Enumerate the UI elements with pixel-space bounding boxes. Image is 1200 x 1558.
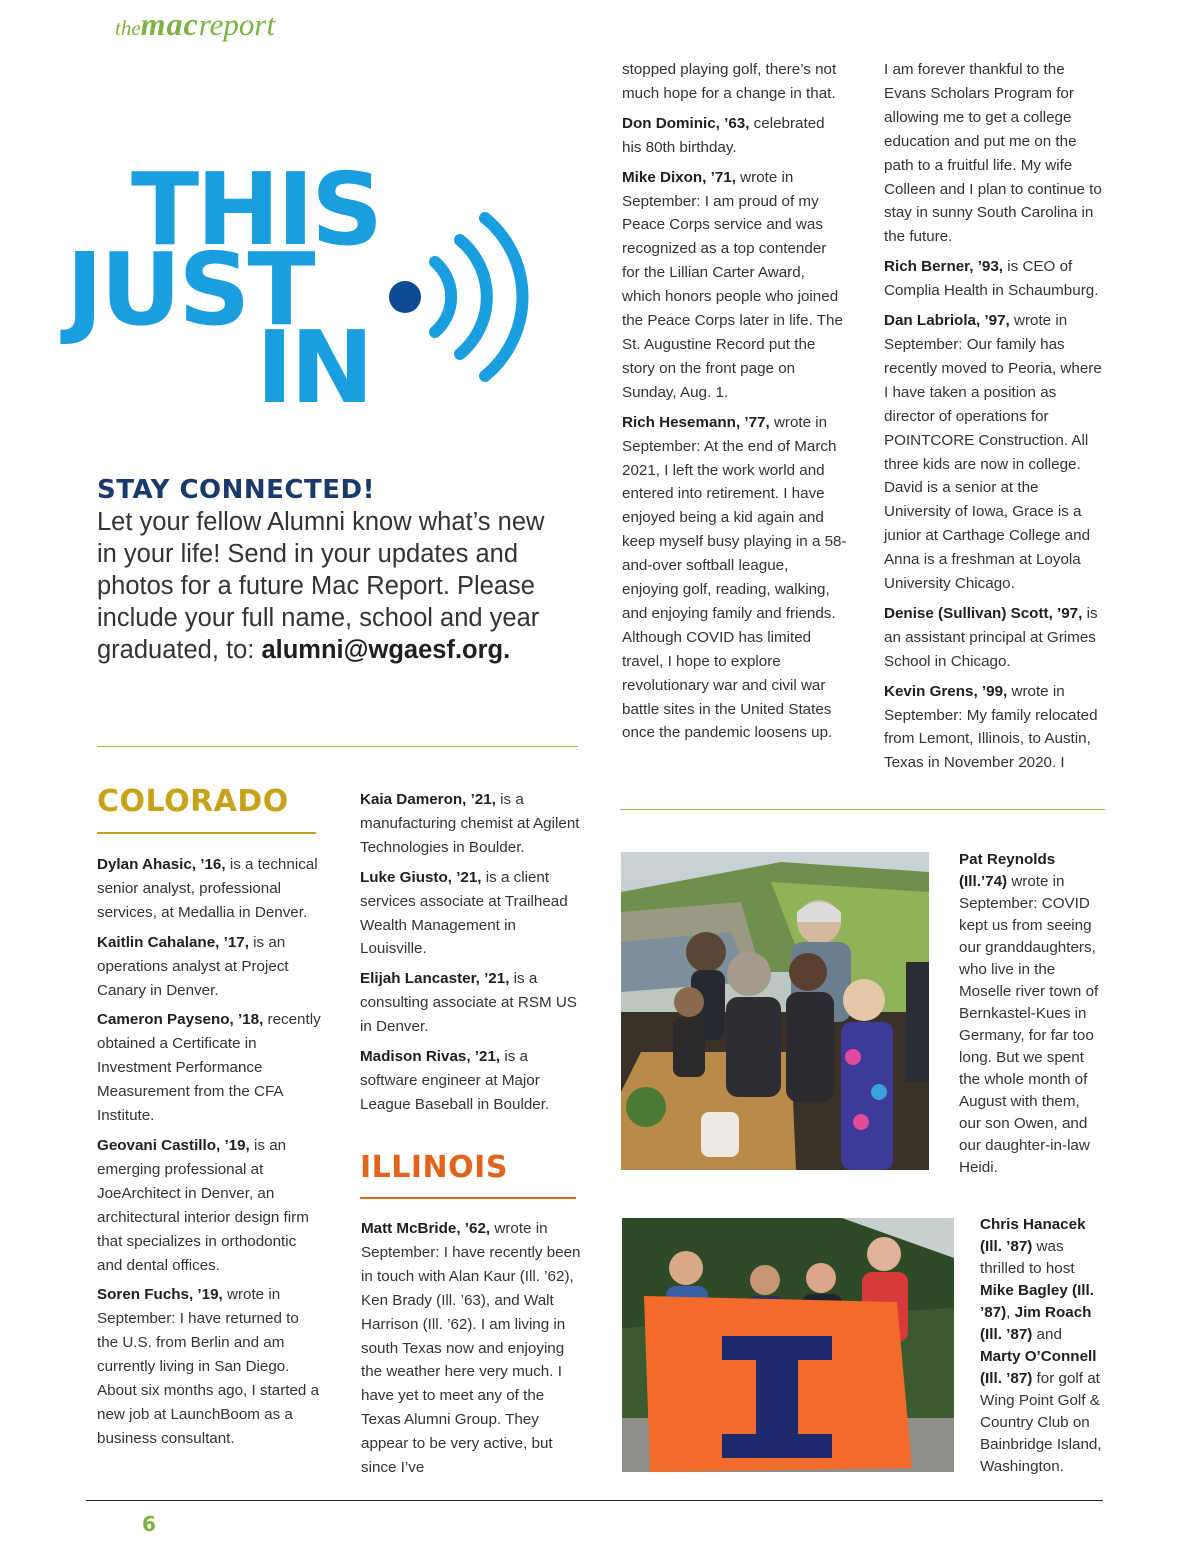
- alumni-entry: [360, 866, 582, 962]
- page-number: 6: [142, 1512, 156, 1536]
- colorado-column-b: [360, 788, 582, 1123]
- section-rule-illinois: [360, 1197, 576, 1199]
- alumni-entry: [884, 680, 1109, 776]
- alumni-update-text: is a technical senior analyst, professional services, at Medallia in Denver.: [97, 856, 318, 921]
- alumni-email-link[interactable]: alumni@wgaesf.org.: [261, 636, 511, 664]
- alumni-update-text: I am forever thankful to the Evans Scholars Program for allowing me to get a college education and put me on the path to a fruitful life. My wife Colleen and I plan to continue to stay in sunny South Carolina in the future.: [884, 61, 1102, 246]
- alumni-update-text: is an assistant principal at Grimes School in Chicago.: [884, 604, 1098, 670]
- alumni-entry: [622, 58, 847, 106]
- family-photo-caption: [959, 849, 1099, 1179]
- alumni-update-text: celebrated his 80th birthday.: [622, 114, 825, 156]
- alumni-name: Mike Dixon, ’71,: [622, 168, 736, 186]
- caption-name: Pat Reynolds (Ill.’74): [959, 851, 1056, 890]
- alumni-entry: [97, 1283, 322, 1450]
- alumni-entry: [97, 1134, 322, 1277]
- alumni-entry: [622, 166, 847, 405]
- alumni-entry: [360, 1045, 582, 1117]
- alumni-update-text: wrote in September: I have recently been in touch with Alan Kaur (Ill. ’62), Ken Brady (Ill. ’63), and Walt Harrison (Ill. ’62). I am living in south Texas now and enjoying the weather here very much. I have yet to meet any of the Texas Alumni Group. They appear to be very active, but since I’ve: [361, 1220, 581, 1477]
- alumni-entry: [360, 788, 582, 860]
- alumni-update-text: is a consulting associate at RSM US in Denver.: [360, 970, 577, 1036]
- caption-text: ,: [1006, 1304, 1015, 1321]
- alumni-update-text: wrote in September: I am proud of my Peace Corps service and was recognized as a top contender for the Lillian Carter Award, which honors people who joined the Peace Corps later in life. The St. Augustine Record put the story on the front page on Sunday, Aug. 1.: [622, 168, 843, 401]
- alumni-entry: [97, 853, 322, 925]
- alumni-entry: [361, 1217, 583, 1480]
- footer-rule: [86, 1500, 1103, 1501]
- stay-connected-body: [97, 506, 567, 666]
- alumni-name: Kaia Dameron, ’21,: [360, 791, 496, 808]
- alumni-name: Rich Hesemann, ’77,: [622, 413, 770, 431]
- alumni-update-text: is CEO of Complia Health in Schaumburg.: [884, 258, 1099, 300]
- golf-photo-caption: [980, 1214, 1105, 1478]
- divider: [97, 746, 578, 747]
- alumni-name: Geovani Castillo, ’19,: [97, 1136, 250, 1154]
- alumni-update-text: wrote in September: I have returned to the U.S. from Berlin and am currently living in San Diego. About six months ago, I started a new job at LaunchBoom as a business consultant.: [97, 1286, 320, 1447]
- alumni-name: Denise (Sullivan) Scott, ’97,: [884, 604, 1083, 622]
- alumni-update-text: recently obtained a Certificate in Investment Performance Measurement from the CFA Institute.: [97, 1011, 321, 1125]
- illinois-column: [361, 1217, 583, 1486]
- news-column-2: [884, 58, 1109, 781]
- family-photo: [621, 852, 929, 1170]
- alumni-name: Dan Labriola, ’97,: [884, 312, 1010, 330]
- alumni-name: Soren Fuchs, ’19,: [97, 1286, 223, 1304]
- news-column-1: [622, 58, 847, 751]
- alumni-update-text: wrote in September: Our family has recently moved to Peoria, where I have taken a position as director of operations for POINTCORE Construction. All three kids are now in college. David is a senior at the University of Iowa, Grace is a junior at Carthage College and Anna is a freshman at Loyola University Chicago.: [884, 312, 1102, 593]
- caption-name: Jim Roach (Ill. ’87): [980, 1304, 1092, 1343]
- caption-text: was thrilled to host: [980, 1238, 1075, 1277]
- caption-text: and: [1032, 1326, 1062, 1343]
- masthead-mac: mac: [140, 6, 199, 42]
- alumni-update-text: stopped playing golf, there’s not much hope for a change in that.: [622, 61, 837, 102]
- masthead-report: report: [198, 7, 276, 42]
- alumni-entry: [97, 1008, 322, 1128]
- alumni-update-text: is a software engineer at Major League Baseball in Boulder.: [360, 1048, 550, 1113]
- caption-name: Marty O’Connell (Ill. ’87): [980, 1348, 1097, 1387]
- feature-title-line1: THIS: [131, 151, 381, 268]
- stay-connected-text: Let your fellow Alumni know what’s new in your life! Send in your updates and photos for a future Mac Report. Please include your full name, school and year graduated, to:: [97, 508, 545, 664]
- caption-text: for golf at Wing Point Golf & Country Club on Bainbridge Island, Washington.: [980, 1370, 1102, 1475]
- alumni-name: Don Dominic, ’63,: [622, 114, 750, 132]
- feature-title-line2: JUST: [66, 231, 313, 348]
- alumni-update-text: is a manufacturing chemist at Agilent Technologies in Boulder.: [360, 791, 580, 856]
- masthead-logo: [115, 6, 275, 43]
- section-rule-colorado: [97, 832, 316, 834]
- colorado-column-a: [97, 853, 322, 1457]
- alumni-name: Madison Rivas, ’21,: [360, 1048, 501, 1066]
- alumni-entry: [884, 309, 1109, 596]
- alumni-update-text: is an emerging professional at JoeArchitect in Denver, an architectural interior design firm that specializes in orthodontic and dental offices.: [97, 1136, 309, 1274]
- caption-name: Chris Hanacek (Ill. ’87): [980, 1216, 1086, 1255]
- caption-name: Mike Bagley (Ill. ’87): [980, 1282, 1094, 1321]
- alumni-name: Dylan Ahasic, ’16,: [97, 856, 226, 873]
- golf-group-photo: [622, 1218, 954, 1472]
- masthead-the: the: [115, 16, 141, 40]
- alumni-entry: [884, 255, 1109, 303]
- alumni-update-text: wrote in September: My family relocated from Lemont, Illinois, to Austin, Texas in November 2020. I: [884, 682, 1098, 772]
- broadcast-signal-icon: [380, 200, 530, 400]
- alumni-name: Kaitlin Cahalane, ’17,: [97, 933, 249, 951]
- alumni-entry: [97, 931, 322, 1003]
- alumni-entry: [622, 112, 847, 160]
- alumni-entry: [622, 411, 847, 746]
- alumni-update-text: wrote in September: At the end of March 2021, I left the work world and entered into retirement. I have enjoyed being a kid again and keep myself busy playing in a 58-and-over softball league, enjoying golf, reading, walking, and enjoying family and friends. Although COVID has limited travel, I hope to explore revolutionary war and civil war battle sites in the United States once the pandemic loosens up.: [622, 413, 847, 742]
- divider: [620, 809, 1105, 810]
- stay-connected-title: STAY CONNECTED!: [97, 475, 375, 505]
- section-heading-illinois: ILLINOIS: [360, 1150, 508, 1185]
- alumni-update-text: is a client services associate at Trailhead Wealth Management in Louisville.: [360, 868, 568, 958]
- caption-text: wrote in September: COVID kept us from seeing our granddaughters, who live in the Moselle river town of Bernkastel-Kues in Germany, for far too long. But we spent the whole month of August with them, our son Owen, and our daughter-in-law Heidi.: [959, 873, 1099, 1176]
- alumni-name: Luke Giusto, ’21,: [360, 868, 482, 886]
- alumni-name: Matt McBride, ’62,: [361, 1220, 491, 1237]
- alumni-name: Rich Berner, ’93,: [884, 258, 1004, 276]
- feature-title-line3: IN: [256, 309, 371, 426]
- alumni-entry: [360, 967, 582, 1039]
- alumni-entry: [884, 602, 1109, 674]
- alumni-entry: [884, 58, 1109, 249]
- alumni-name: Cameron Payseno, ’18,: [97, 1011, 264, 1029]
- section-heading-colorado: COLORADO: [97, 784, 289, 819]
- alumni-update-text: is an operations analyst at Project Canary in Denver.: [97, 933, 289, 999]
- alumni-name: Kevin Grens, ’99,: [884, 682, 1008, 700]
- alumni-name: Elijah Lancaster, ’21,: [360, 970, 510, 988]
